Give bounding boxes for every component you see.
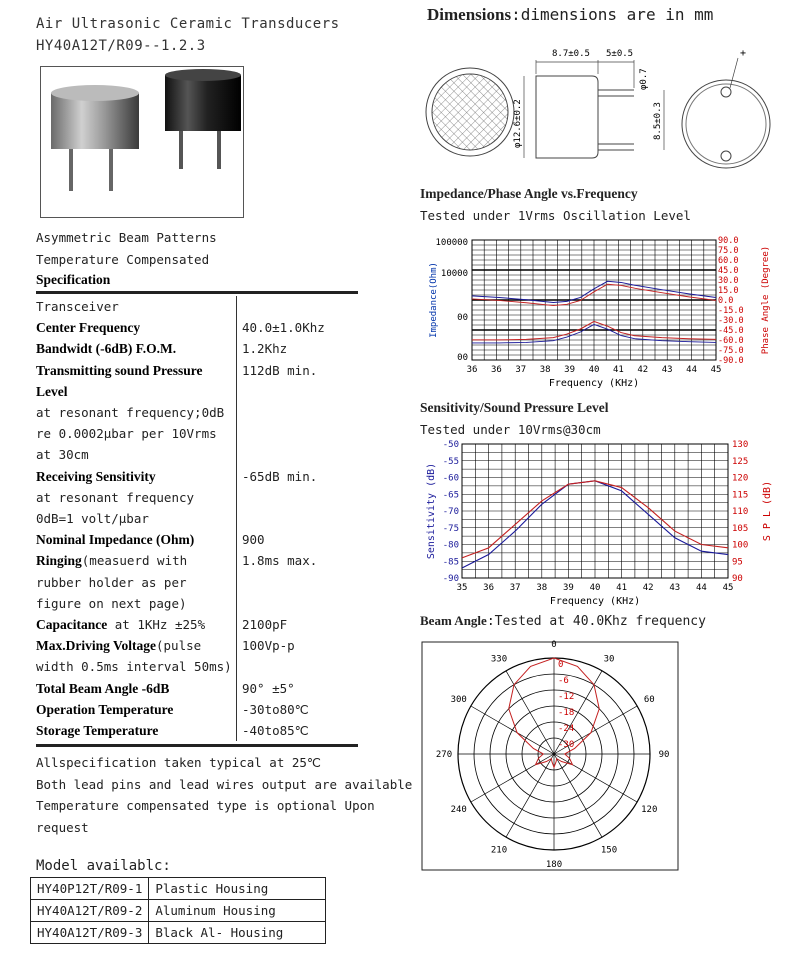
sensitivity-ytick: -90	[442, 574, 459, 584]
spec-value: 100Vp-p	[242, 638, 295, 654]
notes	[36, 752, 412, 838]
impedance-y2tick: -90.0	[718, 356, 744, 366]
dim-pin-length: 5±0.5	[606, 49, 634, 59]
impedance-y2label: Phase Angle (Degree)	[761, 245, 771, 355]
impedance-y2tick: 75.0	[718, 246, 739, 256]
spec-label: Bandwidt (-6dB) F.O.M.	[36, 341, 177, 357]
model-housing: Aluminum Housing	[149, 900, 326, 922]
spec-label: Center Frequency	[36, 320, 141, 336]
impedance-ytick: 100000	[435, 238, 468, 248]
table-row	[31, 878, 326, 900]
spec-label: Nominal Impedance (Ohm)	[36, 532, 195, 548]
dim-diameter: φ12.6±0.2	[513, 99, 523, 148]
spec-note: (pulse width 0.5ms interval 50ms)	[36, 638, 232, 675]
impedance-y2tick: 60.0	[718, 256, 739, 266]
beam-angle-label: 60	[643, 695, 655, 705]
beam-ring-label: 0	[558, 660, 564, 670]
impedance-title: Impedance/Phase Angle vs.Frequency	[420, 186, 638, 201]
spec-section	[36, 296, 358, 741]
sensitivity-ytick: -60	[442, 473, 459, 484]
impedance-ytick: 10000	[440, 269, 468, 279]
spec-value: 1.8ms max.	[242, 553, 318, 569]
sensitivity-xtick: 37	[509, 583, 521, 593]
sensitivity-ytick: -50	[442, 440, 459, 450]
note-line: Allspecification taken typical at 25℃	[36, 755, 321, 770]
spec-note: at resonant frequency 0dB=1 volt/μbar	[36, 489, 195, 527]
spec-value: 40.0±1.0Khz	[242, 320, 325, 336]
beam-chart	[420, 640, 680, 872]
impedance-xtick: 39	[564, 365, 576, 375]
product-model: HY40A12T/R09--1.2.3	[36, 38, 206, 54]
impedance-xtick: 38	[539, 365, 551, 375]
dim-pin-diameter: φ0.7	[639, 68, 649, 90]
product-title: Air Ultrasonic Ceramic Transducers	[36, 16, 340, 32]
sensitivity-ylabel: Sensitivity (dB)	[426, 462, 437, 560]
product-photo	[40, 66, 244, 218]
sensitivity-ytick: -65	[442, 490, 459, 501]
impedance-y2tick: 45.0	[718, 266, 739, 276]
sensitivity-xtick: 40	[589, 583, 601, 593]
sensitivity-ytick: -85	[442, 557, 459, 568]
sensitivity-y2label: S P L (dB)	[762, 480, 773, 542]
model-code: HY40P12T/R09-1	[31, 878, 149, 900]
dimensions-title-rest: :dimensions are in mm	[511, 5, 714, 24]
sensitivity-ytick: -55	[442, 456, 459, 467]
beam-title-rest: :Tested at 40.0Khz frequency	[486, 614, 706, 629]
sensitivity-ytick: -80	[442, 540, 459, 551]
beam-ring-label: -30	[558, 740, 575, 750]
sensitivity-xtick: 41	[616, 583, 628, 593]
spec-value: -30to80℃	[242, 701, 309, 717]
beam-ring-label: -18	[558, 708, 575, 718]
sensitivity-xtick: 45	[722, 583, 734, 593]
beam-angle-label: 300	[450, 695, 467, 705]
impedance-xlabel: Frequency (KHz)	[548, 378, 640, 389]
spec-label: Total Beam Angle -6dB	[36, 680, 170, 696]
sensitivity-y2tick: 130	[732, 440, 749, 450]
spec-transceiver: Transceiver	[36, 296, 237, 317]
sensitivity-xtick: 44	[695, 583, 707, 593]
table-row	[31, 922, 326, 944]
beam-angle-label: 180	[545, 860, 563, 870]
models-heading: Model availablc:	[36, 858, 171, 874]
beam-angle-label: 270	[435, 750, 453, 760]
impedance-ytick: 00	[457, 353, 468, 363]
sensitivity-chart	[420, 438, 780, 610]
spec-value: -40to85℃	[242, 723, 309, 739]
feature-temperature: Temperature Compensated	[36, 252, 210, 267]
sensitivity-y2tick: 120	[732, 473, 749, 484]
beam-ring-label: -12	[558, 692, 575, 702]
spec-label: Operation Temperature	[36, 701, 174, 717]
sensitivity-y2tick: 100	[732, 540, 749, 551]
spec-note: (measuerd with rubber holder as per figure on next page)	[36, 553, 188, 611]
beam-title-bold: Beam Angle	[420, 613, 487, 628]
sensitivity-y2tick: 90	[732, 574, 743, 584]
impedance-xtick: 40	[588, 365, 600, 375]
sensitivity-xtick: 38	[536, 583, 548, 593]
impedance-xtick: 44	[686, 365, 698, 375]
sensitivity-ytick: -75	[442, 523, 459, 534]
model-housing: Black Al- Housing	[149, 922, 326, 944]
beam-angle-label: 210	[490, 845, 508, 856]
spec-bottom-rule	[36, 744, 358, 747]
spec-value: -65dB min.	[242, 468, 318, 484]
sensitivity-xtick: 36	[483, 583, 495, 593]
spec-label: Max.Driving Voltage	[36, 638, 156, 654]
sensitivity-xlabel: Frequency (KHz)	[549, 596, 641, 607]
impedance-ylabel: Impedance(Ohm)	[429, 262, 439, 338]
spec-label: Ringing	[36, 553, 82, 569]
note-line: Both lead pins and lead wires output are available	[36, 776, 413, 792]
transducer-photo-image	[41, 67, 243, 217]
impedance-y2tick: -75.0	[718, 346, 744, 356]
beam-angle-label: 0	[551, 640, 557, 650]
sensitivity-xtick: 35	[456, 583, 468, 593]
spec-label: Transmitting sound Pressure Level	[36, 362, 203, 399]
beam-angle-label: 240	[450, 805, 467, 815]
model-housing: Plastic Housing	[149, 878, 326, 900]
sensitivity-y2tick: 125	[732, 456, 749, 467]
dim-body-length: 8.7±0.5	[552, 49, 590, 59]
sensitivity-subtitle: Tested under 10Vrms@30cm	[420, 422, 601, 437]
sensitivity-xtick: 39	[562, 583, 574, 593]
impedance-xtick: 42	[637, 365, 649, 375]
spec-value: 900	[242, 532, 265, 548]
impedance-chart	[420, 232, 780, 394]
impedance-xtick: 36	[490, 365, 502, 375]
dimension-drawing	[420, 40, 780, 170]
models-table	[30, 877, 326, 944]
spec-heading: Specification	[36, 272, 111, 287]
spec-note: at resonant frequency;0dB re 0.0002μbar per 10Vrms at 30cm	[36, 405, 225, 463]
impedance-y2tick: 30.0	[718, 276, 739, 286]
impedance-xtick: 36	[466, 365, 478, 375]
impedance-y2tick: -30.0	[718, 316, 744, 326]
beam-ring-label: -6	[558, 676, 569, 686]
sensitivity-xtick: 43	[669, 583, 681, 593]
spec-label: Capacitance	[36, 617, 108, 633]
sensitivity-ytick: -70	[442, 507, 459, 517]
beam-angle-label: 120	[641, 805, 658, 815]
impedance-xtick: 37	[515, 365, 527, 375]
impedance-xtick: 43	[661, 365, 673, 375]
spec-value: 2100pF	[242, 617, 288, 633]
spec-value: 112dB min.	[242, 362, 318, 378]
impedance-y2tick: -45.0	[718, 326, 744, 336]
impedance-ytick: 00	[457, 313, 468, 323]
impedance-y2tick: -60.0	[718, 336, 744, 346]
spec-table	[36, 296, 356, 741]
spec-label: Receiving Sensitivity	[36, 468, 156, 484]
impedance-xtick: 41	[612, 365, 624, 375]
model-code: HY40A12T/R09-3	[31, 922, 149, 944]
sensitivity-y2tick: 105	[732, 523, 749, 534]
dim-pin-spacing: 8.5±0.3	[653, 102, 663, 140]
beam-title	[420, 613, 706, 629]
beam-ring-label: -24	[558, 724, 575, 734]
beam-angle-label: 30	[603, 654, 615, 665]
note-line: request	[36, 819, 89, 835]
beam-angle-label: 90	[658, 750, 670, 760]
plus-terminal-label: +	[740, 48, 747, 59]
spec-value: 90° ±5°	[242, 680, 295, 696]
sensitivity-y2tick: 110	[732, 507, 749, 517]
model-code: HY40A12T/R09-2	[31, 900, 149, 922]
feature-asymmetric: Asymmetric Beam Patterns	[36, 230, 217, 245]
impedance-y2tick: 15.0	[718, 286, 739, 296]
spec-top-rule	[36, 291, 358, 294]
impedance-y2tick: -15.0	[718, 306, 744, 316]
sensitivity-y2tick: 115	[732, 490, 749, 501]
sensitivity-y2tick: 95	[732, 557, 743, 568]
dimensions-title-bold: Dimensions	[427, 5, 512, 24]
impedance-subtitle: Tested under 1Vrms Oscillation Level	[420, 208, 691, 223]
note-line: Temperature compensated type is optional Upon	[36, 798, 375, 813]
dimensions-title	[427, 5, 713, 25]
spec-note: at 1KHz ±25%	[114, 617, 206, 633]
table-row	[31, 900, 326, 922]
spec-label: Storage Temperature	[36, 723, 159, 739]
impedance-y2tick: 0.0	[718, 296, 734, 306]
sensitivity-title: Sensitivity/Sound Pressure Level	[420, 400, 609, 415]
beam-angle-label: 150	[600, 845, 618, 856]
sensitivity-xtick: 42	[642, 583, 654, 593]
beam-angle-label: 330	[490, 654, 508, 665]
impedance-y2tick: 90.0	[718, 236, 739, 246]
spec-value: 1.2Khz	[242, 341, 288, 357]
impedance-xtick: 45	[710, 365, 722, 375]
